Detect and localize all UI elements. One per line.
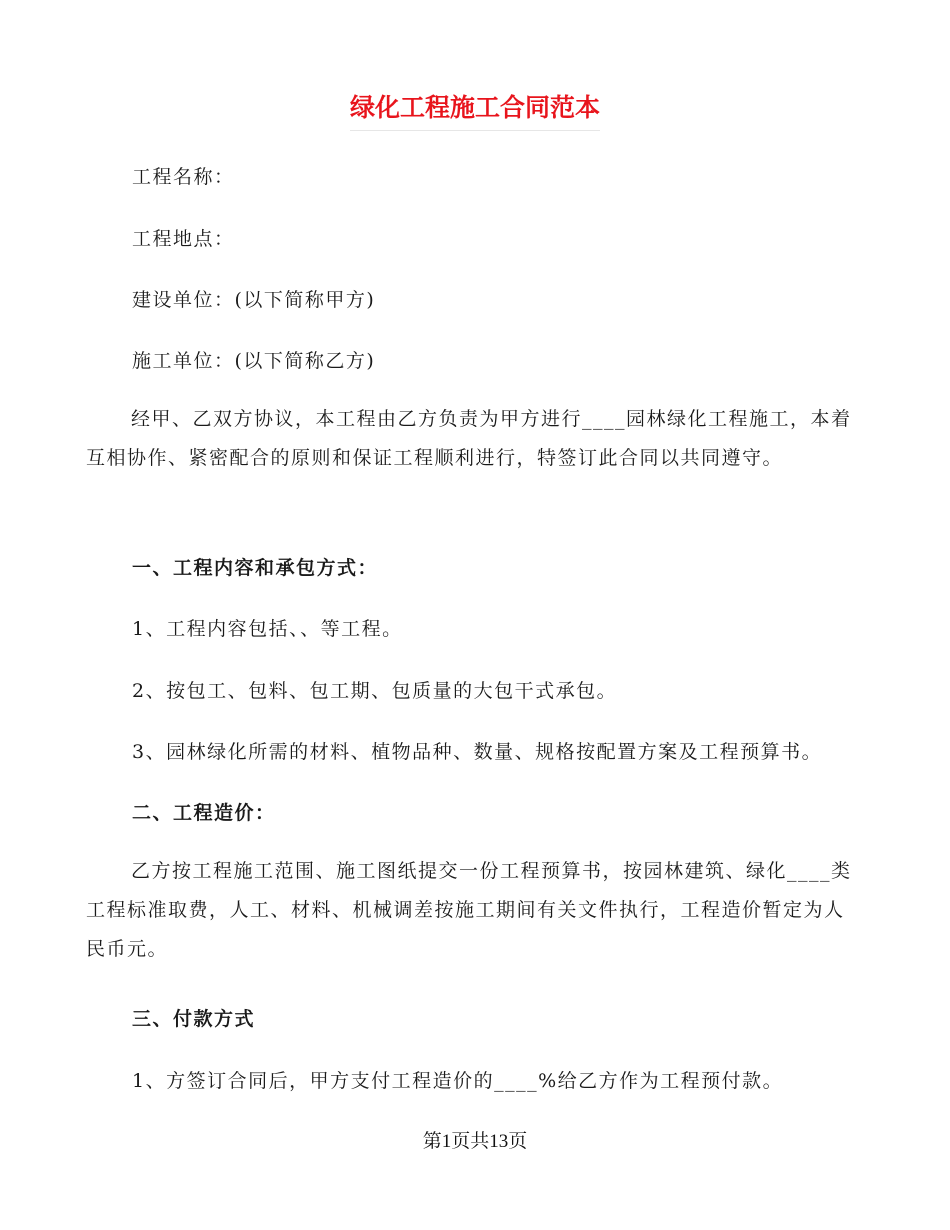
- section2-paragraph: 乙方按工程施工范围、施工图纸提交一份工程预算书，按园林建筑、绿化____类工程标准取费，人工、材料、机械调差按施工期间有关文件执行，工程造价暂定为人民币元。: [86, 860, 852, 960]
- section3-item-1: 1、方签订合同后，甲方支付工程造价的____%给乙方作为工程预付款。: [132, 1070, 784, 1092]
- field-project-location: 工程地点：: [132, 228, 235, 250]
- document-title: 绿化工程施工合同范本: [350, 88, 600, 131]
- section1-item-2: 2、按包工、包料、包工期、包质量的大包干式承包。: [132, 680, 618, 702]
- document-title-wrap: [0, 88, 950, 131]
- field-owner-unit: 建设单位：(以下简称甲方): [132, 289, 376, 311]
- intro-paragraph: 经甲、乙双方协议，本工程由乙方负责为甲方进行____园林绿化工程施工，本着互相协作、紧密配合的原则和保证工程顺利进行，特签订此合同以共同遵守。: [86, 408, 852, 469]
- section1-item-1: 1、工程内容包括、、等工程。: [132, 618, 403, 640]
- field-project-name: 工程名称：: [132, 166, 235, 188]
- section1-item-3: 3、园林绿化所需的材料、植物品种、数量、规格按配置方案及工程预算书。: [132, 741, 823, 763]
- section3-heading: 三、付款方式: [132, 1008, 256, 1030]
- field-contractor-unit: 施工单位：(以下简称乙方): [132, 350, 376, 372]
- page-number: 第1页共13页: [422, 1131, 528, 1152]
- section1-heading: 一、工程内容和承包方式：: [132, 557, 379, 579]
- section2-heading: 二、工程造价：: [132, 802, 276, 824]
